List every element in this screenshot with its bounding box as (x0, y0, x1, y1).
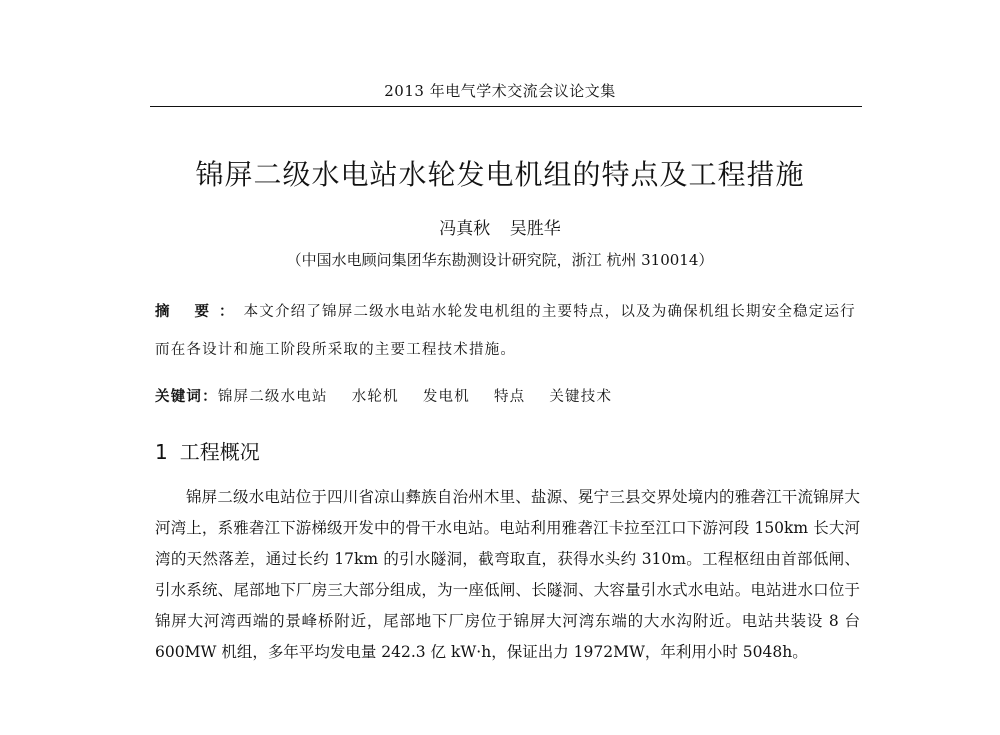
abstract (155, 293, 860, 369)
keyword: 关键技术 (549, 389, 613, 405)
body-paragraph: 锦屏二级水电站位于四川省凉山彝族自治州木里、盐源、冕宁三县交界处境内的雅砻江干流锦屏大河湾上，系雅砻江下游梯级开发中的骨干水电站。电站利用雅砻江卡拉至江口下游河段 150km 长大河湾的天然落差，通过长约 17km 的引水隧洞，截弯取直，获得水头约 310m。工程枢纽由首部低闸、引水系统、尾部地下厂房三大部分组成，为一座低闸、长隧洞、大容量引水式水电站。电站进水口位于锦屏大河湾西端的景峰桥附近，尾部地下厂房位于锦屏大河湾东端的大水沟附近。电站共装设 8 台 600MW 机组，多年平均发电量 242.3 亿 kW·h，保证出力 1972MW，年利用小时 5048h。 (155, 488, 860, 661)
authors (0, 214, 1000, 239)
abstract-label: 摘 要： (155, 303, 244, 320)
keywords (155, 385, 860, 406)
abstract-text: 本文介绍了锦屏二级水电站水轮发电机组的主要特点，以及为确保机组长期安全稳定运行而在各设计和施工阶段所采取的主要工程技术措施。 (155, 304, 856, 358)
affiliation: （中国水电顾问集团华东勘测设计研究院，浙江 杭州 310014） (286, 251, 714, 269)
keyword: 锦屏二级水电站 (217, 389, 328, 405)
author-name: 吴胜华 (509, 219, 561, 239)
section-title: 工程概况 (179, 440, 260, 464)
keyword: 特点 (493, 389, 526, 405)
paper-title: 锦屏二级水电站水轮发电机组的特点及工程措施 (195, 158, 805, 191)
keywords-label: 关键词： (155, 388, 218, 405)
running-header: 2013 年电气学术交流会议论文集 (384, 82, 616, 100)
author-name: 冯真秋 (439, 219, 491, 239)
header-rule (150, 106, 862, 107)
section-number: 1 (155, 440, 168, 464)
section-heading (155, 436, 260, 465)
keyword: 水轮机 (351, 389, 399, 405)
keyword: 发电机 (422, 389, 470, 405)
